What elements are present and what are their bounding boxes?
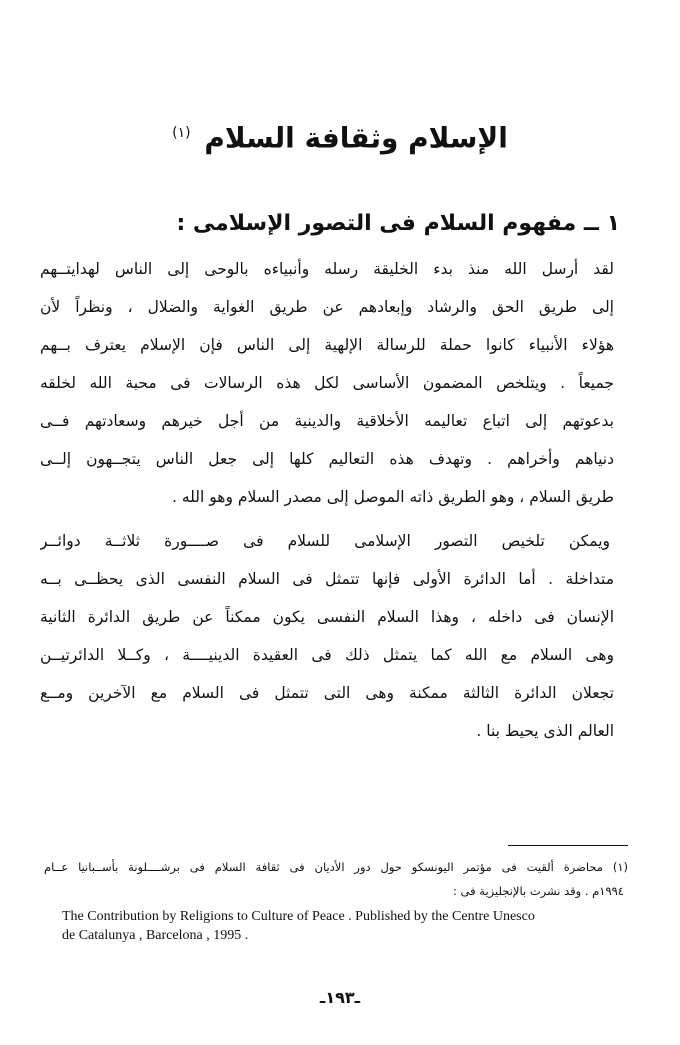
paragraph-line: إلى طريق الحق والرشاد وإبعادهم عن طريق الغواية والضلال ، ونظراً لأن <box>40 298 614 316</box>
paragraph-line: هؤلاء الأنبياء كانوا حملة للرسالة الإلهية إلى الناس فإن الإسلام يعترف بــهم <box>40 336 614 354</box>
footnote-english-line: The Contribution by Religions to Culture of Peace . Published by the Centre Unesco <box>62 909 535 924</box>
page-number: ـ١٩٣ـ <box>319 988 361 1007</box>
paragraph-line: دنياهم وأخراهم . وتهدف هذه التعاليم كلها إلى جعل الناس يتجــهون إلــى <box>40 450 614 468</box>
paragraph-line: تجعلان الدائرة الثالثة ممكنة وهى التى تتمثل فى السلام مع الآخرين ومــع <box>40 684 614 702</box>
footnote-line: ١٩٩٤م . وقد نشرت بالإنجليزية فى : <box>453 884 624 898</box>
paragraph-line: بدعوتهم إلى اتباع تعاليمه الأخلاقية والدينية من أجل خيرهم وسعادتهم فــى <box>40 412 614 430</box>
paragraph-line: ويمكن تلخيص التصور الإسلامى للسلام فى صــــورة ثلاثــة دوائــر <box>40 532 610 550</box>
footnote-line: (١) محاضرة ألقيت فى مؤتمر اليونسكو حول دور الأديان فى ثقافة السلام فى برشــــلونة بأســبانيا عــام <box>44 860 628 874</box>
title-text: الإسلام وثقافة السلام <box>204 121 508 155</box>
footnote-separator <box>508 845 628 846</box>
title-footnote-marker: (١) <box>172 125 191 141</box>
paragraph-line: الإنسان فى داخله ، وهذا السلام النفسى يكون ممكناً عن طريق الدائرة الثانية <box>40 608 614 626</box>
paragraph-line: متداخلة . أما الدائرة الأولى فإنها تتمثل فى السلام النفسى الذى يحظــى بــه <box>40 570 614 588</box>
paragraph-line: العالم الذى يحيط بنا . <box>476 722 614 740</box>
section-heading: ١ ــ مفهوم السلام فى التصور الإسلامى : <box>176 211 620 236</box>
paragraph-line: وهى السلام مع الله كما يتمثل ذلك فى العقيدة الدينيــــة ، وكــلا الدائرتيــن <box>40 646 614 664</box>
footnote-english-line: de Catalunya , Barcelona , 1995 . <box>62 928 249 943</box>
paragraph-line: جميعاً . ويتلخص المضمون الأساسى لكل هذه الرسالات فى محبة الله لخلقه <box>40 374 614 392</box>
paragraph-line: طريق السلام ، وهو الطريق ذاته الموصل إلى مصدر السلام وهو الله . <box>172 488 614 506</box>
paragraph-line: لقد أرسل الله منذ بدء الخليقة رسله وأنبياءه بالوحى إلى الناس لهدايتــهم <box>40 260 614 278</box>
page-title <box>0 108 680 163</box>
